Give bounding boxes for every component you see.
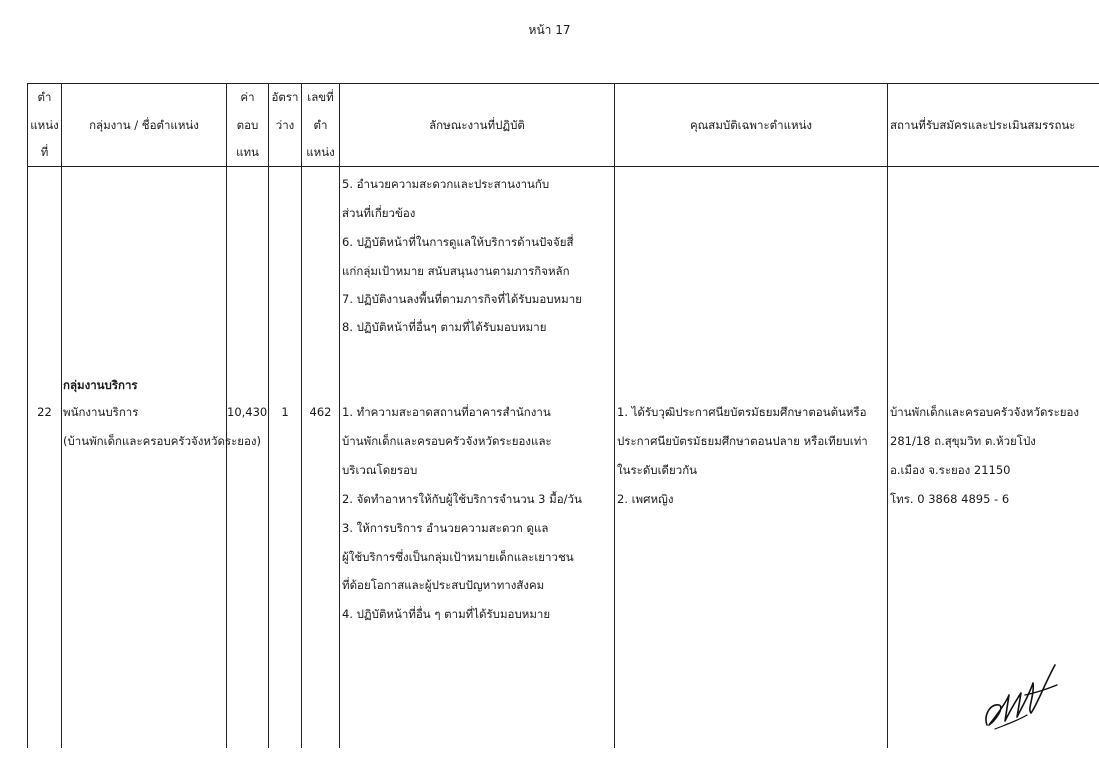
pay-amount: 10,430 [227,405,268,419]
continued-duty-line: แก่กลุ่มเป้าหมาย สนับสนุนงานตามภารกิจหลัก [342,264,570,278]
position-unit: (บ้านพักเด็กและครอบครัวจังหวัดระยอง) [63,434,262,448]
column-divider [61,83,62,748]
table-top-border [27,83,1099,84]
position-name: พนักงานบริการ [63,405,139,419]
location-line: โทร. 0 3868 4895 - 6 [890,492,1010,506]
continued-duty-line: ส่วนที่เกี่ยวข้อง [342,206,416,220]
signature-image [965,655,1065,735]
qualification-line: 2. เพศหญิง [617,492,674,506]
header-vacancy-line1: อัตรา [271,90,299,104]
continued-duty-line: 7. ปฏิบัติงานลงพื้นที่ตามภารกิจที่ได้รับมอบหมาย [342,292,582,306]
position-number: 462 [309,405,332,419]
header-pay-line3: แทน [236,145,259,159]
duty-line: บ้านพักเด็กและครอบครัวจังหวัดระยองและ [342,434,552,448]
duty-line: บริเวณโดยรอบ [342,463,418,477]
header-posno-line1: เลขที่ [307,90,334,104]
qualification-line: 1. ได้รับวุฒิประกาศนียบัตรมัธยมศึกษาตอนต้นหรือ [617,405,867,419]
header-pay-line1: ค่า [240,90,255,104]
page-number: หน้า 17 [528,23,571,37]
duty-line: 2. จัดทำอาหารให้กับผู้ใช้บริการจำนวน 3 มื้อ/วัน [342,492,582,506]
header-col1-line2: แหน่ง [30,118,59,132]
header-bottom-border [27,166,1099,167]
location-line: 281/18 ถ.สุขุมวิท ต.ห้วยโป่ง [890,434,1036,448]
header-vacancy-line2: ว่าง [275,118,295,132]
duty-line: ผู้ใช้บริการซึ่งเป็นกลุ่มเป้าหมายเด็กและเยาวชน [342,550,574,564]
duty-line: ที่ด้อยโอกาสและผู้ประสบปัญหาทางสังคม [342,578,545,592]
duty-line: 4. ปฏิบัติหน้าที่อื่น ๆ ตามที่ได้รับมอบหมาย [342,607,551,621]
header-col1-line3: ที่ [40,145,49,159]
column-divider [339,83,340,748]
vacancy-count: 1 [281,405,289,419]
duty-line: 3. ให้การบริการ อำนวยความสะดวก ดูแล [342,521,549,535]
header-posno-line3: แหน่ง [306,145,335,159]
header-col1-line1: ตำ [37,90,52,104]
entry-number: 22 [37,405,52,419]
header-qualifications: คุณสมบัติเฉพาะตำแหน่ง [689,118,813,132]
header-posno-line2: ตำ [313,118,328,132]
header-group-position: กลุ่มงาน / ชื่อตำแหน่ง [89,118,199,132]
column-divider [614,83,615,748]
header-location: สถานที่รับสมัครและประเมินสมรรถนะ [890,118,1076,132]
qualification-line: ประกาศนียบัตรมัธยมศึกษาตอนปลาย หรือเทียบเท่า [617,434,868,448]
continued-duty-line: 6. ปฏิบัติหน้าที่ในการดูแลให้บริการด้านปัจจัยสี่ [342,235,574,249]
location-line: อ.เมือง จ.ระยอง 21150 [890,463,1011,477]
column-divider [887,83,888,748]
continued-duty-line: 5. อำนวยความสะดวกและประสานงานกับ [342,177,550,191]
group-name: กลุ่มงานบริการ [63,378,138,392]
continued-duty-line: 8. ปฏิบัติหน้าที่อื่นๆ ตามที่ได้รับมอบหมาย [342,320,547,334]
header-pay-line2: ตอบ [236,118,259,132]
location-line: บ้านพักเด็กและครอบครัวจังหวัดระยอง [890,405,1080,419]
qualification-line: ในระดับเดียวกัน [617,463,698,477]
header-duties: ลักษณะงานที่ปฏิบัติ [429,118,525,132]
duty-line: 1. ทำความสะอาดสถานที่อาคารสำนักงาน [342,405,551,419]
